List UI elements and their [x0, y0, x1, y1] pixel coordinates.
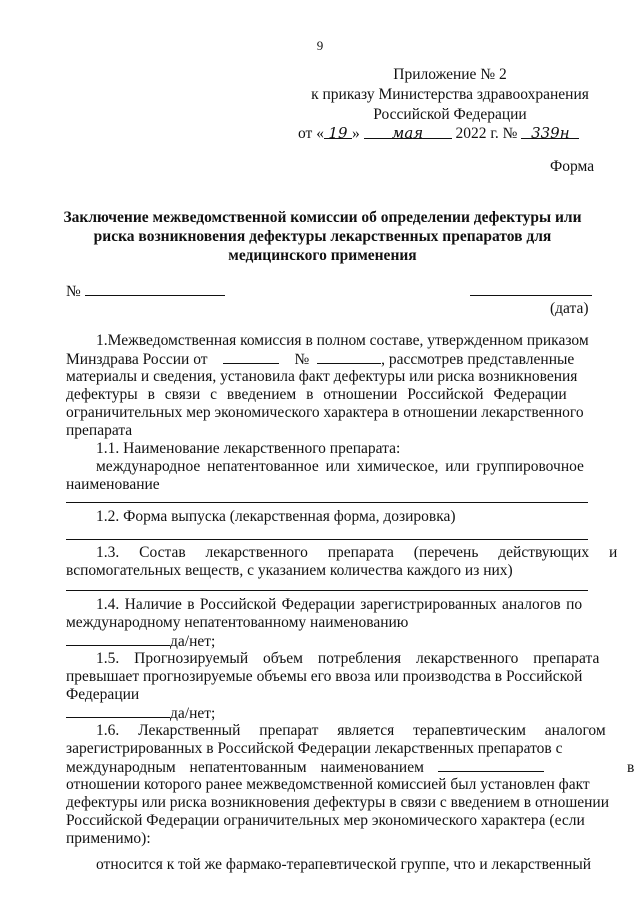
- number-blank: [85, 282, 225, 296]
- para1-line-2: [66, 350, 574, 369]
- page-number: 9: [316, 38, 324, 53]
- para1-text-2b: №: [294, 351, 310, 368]
- consumption-answer-text: да/нет;: [170, 705, 216, 722]
- document-title: [60, 208, 585, 265]
- para1-line-1: [96, 332, 596, 350]
- handwritten-day: 19: [324, 124, 352, 139]
- appendix-date-line: [298, 124, 579, 143]
- item-1-5-line-3: Федерации: [66, 686, 140, 703]
- para1-line-6: препарата: [66, 422, 133, 439]
- appendix-line-3: Российской Федерации: [373, 106, 527, 123]
- item-1-4-line-2: международному непатентованному наименованию: [66, 614, 409, 631]
- item-1-5-line-2: превышает прогнозируемые объемы его ввоза или производства в Российской: [66, 668, 583, 685]
- item-1-5-line-1: 1.5. Прогнозируемый объем потребления лекарственного препарата: [96, 650, 600, 667]
- item-1-6-line-2: зарегистрированных в Российской Федерации лекарственных препаратов с: [66, 740, 563, 757]
- order-number-blank: [317, 350, 381, 364]
- item-1-6-line-6: Российской Федерации ограничительных мер экономического характера (если: [66, 812, 585, 829]
- date-mid: »: [351, 125, 360, 142]
- number-field: [66, 282, 225, 301]
- item-1-4-line-1: 1.4. Наличие в Российской Федерации зарегистрированных аналогов по: [96, 596, 583, 613]
- title-line-1: Заключение межведомственной комиссии об определении дефектуры или: [63, 209, 582, 226]
- para1-line-5: [66, 404, 596, 422]
- appendix-line-2: к приказу Министерства здравоохранения: [311, 86, 589, 103]
- item-1-6-line-5: дефектуры или риска возникновения дефектуры в связи с введением в отношении: [66, 794, 610, 811]
- order-date-blank: [223, 350, 279, 364]
- analogs-blank: [66, 632, 170, 646]
- item-1-3-line-1: 1.3. Состав лекарственного препарата (перечень действующих и: [96, 544, 618, 561]
- inn-line-2: наименование: [66, 476, 160, 493]
- blank-rule-1: [66, 502, 588, 503]
- inn-line-1: международное непатентованное или химическое, или группировочное: [96, 458, 584, 475]
- date-field: [470, 282, 592, 301]
- item-1-4-answer: [66, 632, 215, 651]
- para1-text-2a: Минздрава России от: [66, 351, 208, 368]
- item-1-1: 1.1. Наименование лекарственного препарата:: [96, 440, 401, 457]
- para1-text-5: ограничительных мер экономического характера в отношении лекарственного: [66, 404, 584, 421]
- analogs-answer-text: да/нет;: [170, 633, 216, 650]
- item-1-2: 1.2. Форма выпуска (лекарственная форма, дозировка): [96, 508, 456, 525]
- year-text: 2022 г. №: [455, 125, 518, 142]
- item-1-6-line-8: относится к той же фармако-терапевтической группе, что и лекарственный: [96, 856, 592, 873]
- item-1-6-line-1: 1.6. Лекарственный препарат является терапевтическим аналогом: [96, 722, 606, 739]
- consumption-blank: [66, 704, 170, 718]
- number-sign: №: [66, 283, 81, 300]
- blank-rule-3: [66, 590, 588, 591]
- appendix-line-1: Приложение № 2: [393, 66, 507, 83]
- item-1-6-text-3b: в: [627, 759, 635, 776]
- title-line-2: риска возникновения дефектуры лекарственных препаратов для: [93, 228, 552, 245]
- para1-text-2c: , рассмотрев представленные: [381, 351, 575, 368]
- para1-text-1: 1.Межведомственная комиссия в полном составе, утвержденном приказом: [96, 332, 589, 349]
- item-1-3-line-2: вспомогательных веществ, с указанием количества каждого из них): [66, 562, 513, 579]
- item-1-6-line-7: применимо):: [66, 830, 151, 847]
- para1-text-4: дефектуры в связи с введением в отношении Российской Федерации: [66, 386, 567, 403]
- form-label: Форма: [550, 158, 595, 175]
- title-line-3: медицинского применения: [228, 247, 417, 264]
- item-1-6-line-4: отношении которого ранее межведомственной комиссией был установлен факт: [66, 776, 590, 793]
- item-1-5-answer: [66, 704, 215, 723]
- blank-rule-2: [66, 539, 588, 540]
- handwritten-month: мая: [364, 124, 452, 139]
- date-prefix: от «: [298, 125, 324, 142]
- item-1-6-line-3: [66, 758, 634, 777]
- para1-line-3: [66, 368, 596, 386]
- inn-analog-blank: [438, 758, 544, 772]
- handwritten-order-number: 339н: [521, 124, 579, 139]
- date-label: (дата): [550, 300, 589, 317]
- date-blank: [470, 282, 592, 296]
- para1-line-4: [66, 386, 596, 404]
- item-1-6-text-3a: международным непатентованным наименованием: [66, 759, 424, 776]
- para1-text-3: материалы и сведения, установила факт дефектуры или риска возникновения: [66, 368, 578, 385]
